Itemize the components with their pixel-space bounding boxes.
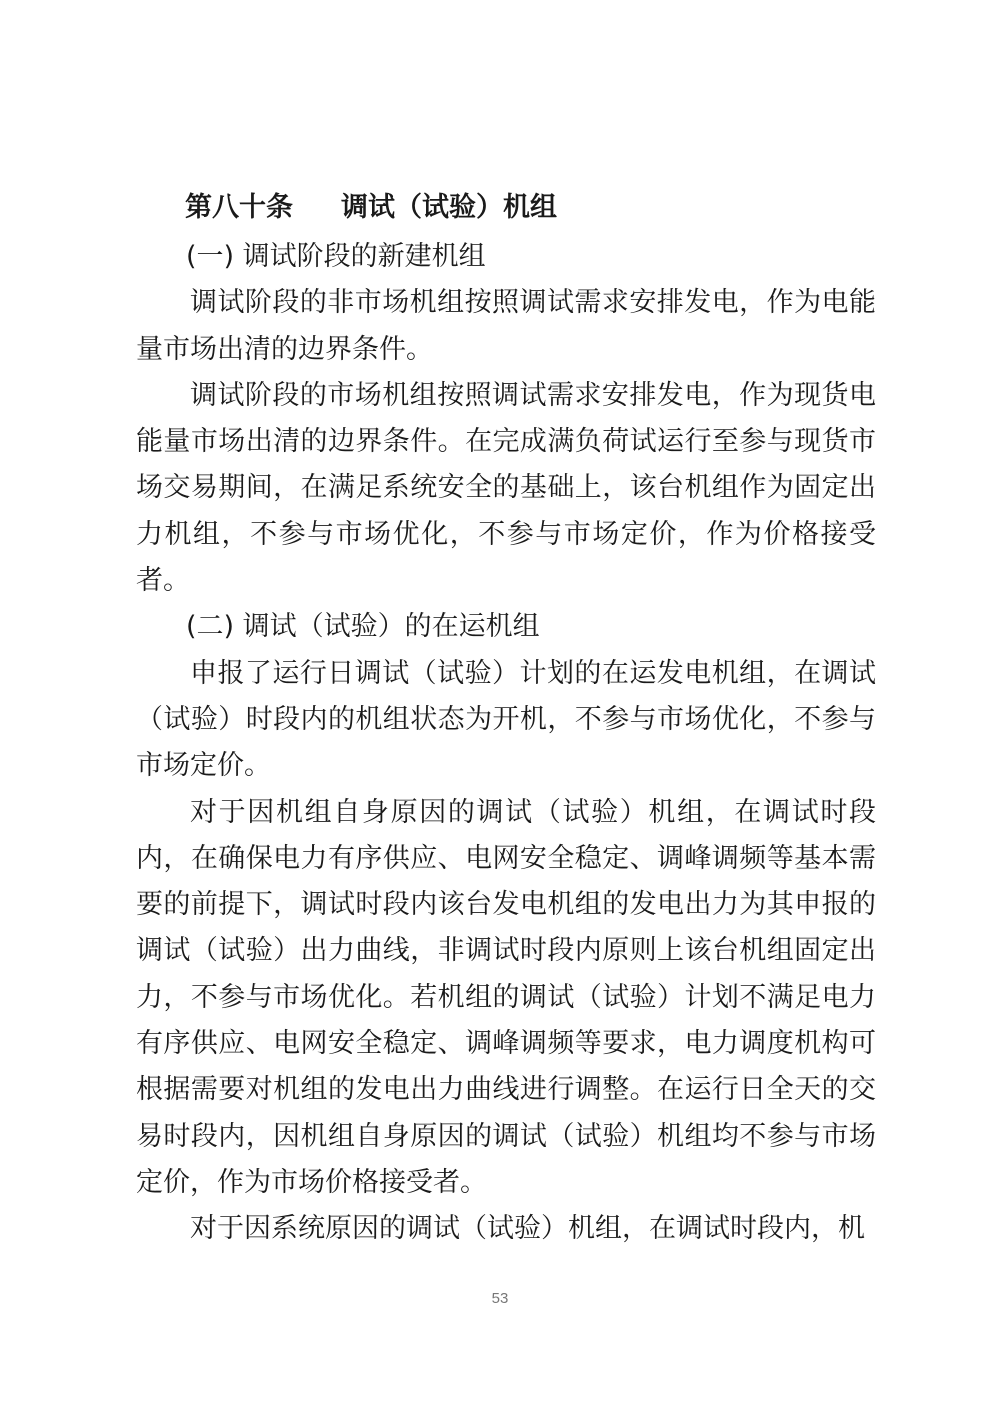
section-heading: (一) 调试阶段的新建机组 bbox=[186, 241, 486, 272]
article-title: 调试（试验）机组 bbox=[341, 192, 557, 223]
article-number: 第八十条 bbox=[185, 192, 293, 223]
document-body bbox=[136, 234, 876, 1253]
paragraph: 调试阶段的非市场机组按照调试需求安排发电，作为电能量市场出清的边界条件。 bbox=[136, 287, 876, 365]
page-number: 53 bbox=[491, 1290, 509, 1307]
section-heading: (二) 调试（试验）的在运机组 bbox=[186, 611, 540, 643]
article-heading bbox=[185, 188, 885, 228]
paragraph: 对于因系统原因的调试（试验）机组，在调试时段内，机 bbox=[190, 1213, 865, 1245]
paragraph: 申报了运行日调试（试验）计划的在运发电机组，在调试（试验）时段内的机组状态为开机，不参与市场优化，不参与市场定价。 bbox=[136, 657, 876, 782]
paragraph: 对于因机组自身原因的调试（试验）机组，在调试时段内，在确保电力有序供应、电网安全稳定、调峰调频等基本需要的前提下，调试时段内该台发电机组的发电出力为其申报的调试（试验）出力曲线，非调试时段内原则上该台机组固定出力，不参与市场优化。若机组的调试（试验）计划不满足电力有序供应、电网安全稳定、调峰调频等要求，电力调度机构可根据需要对机组的发电出力曲线进行调整。在运行日全天的交易时段内，因机组自身原因的调试（试验）机组均不参与市场定价，作为市场价格接受者。 bbox=[136, 796, 876, 1198]
paragraph: 调试阶段的市场机组按照调试需求安排发电，作为现货电能量市场出清的边界条件。在完成满负荷试运行至参与现货市场交易期间，在满足系统安全的基础上，该台机组作为固定出力机组，不参与市场优化，不参与市场定价，作为价格接受者。 bbox=[136, 379, 876, 597]
